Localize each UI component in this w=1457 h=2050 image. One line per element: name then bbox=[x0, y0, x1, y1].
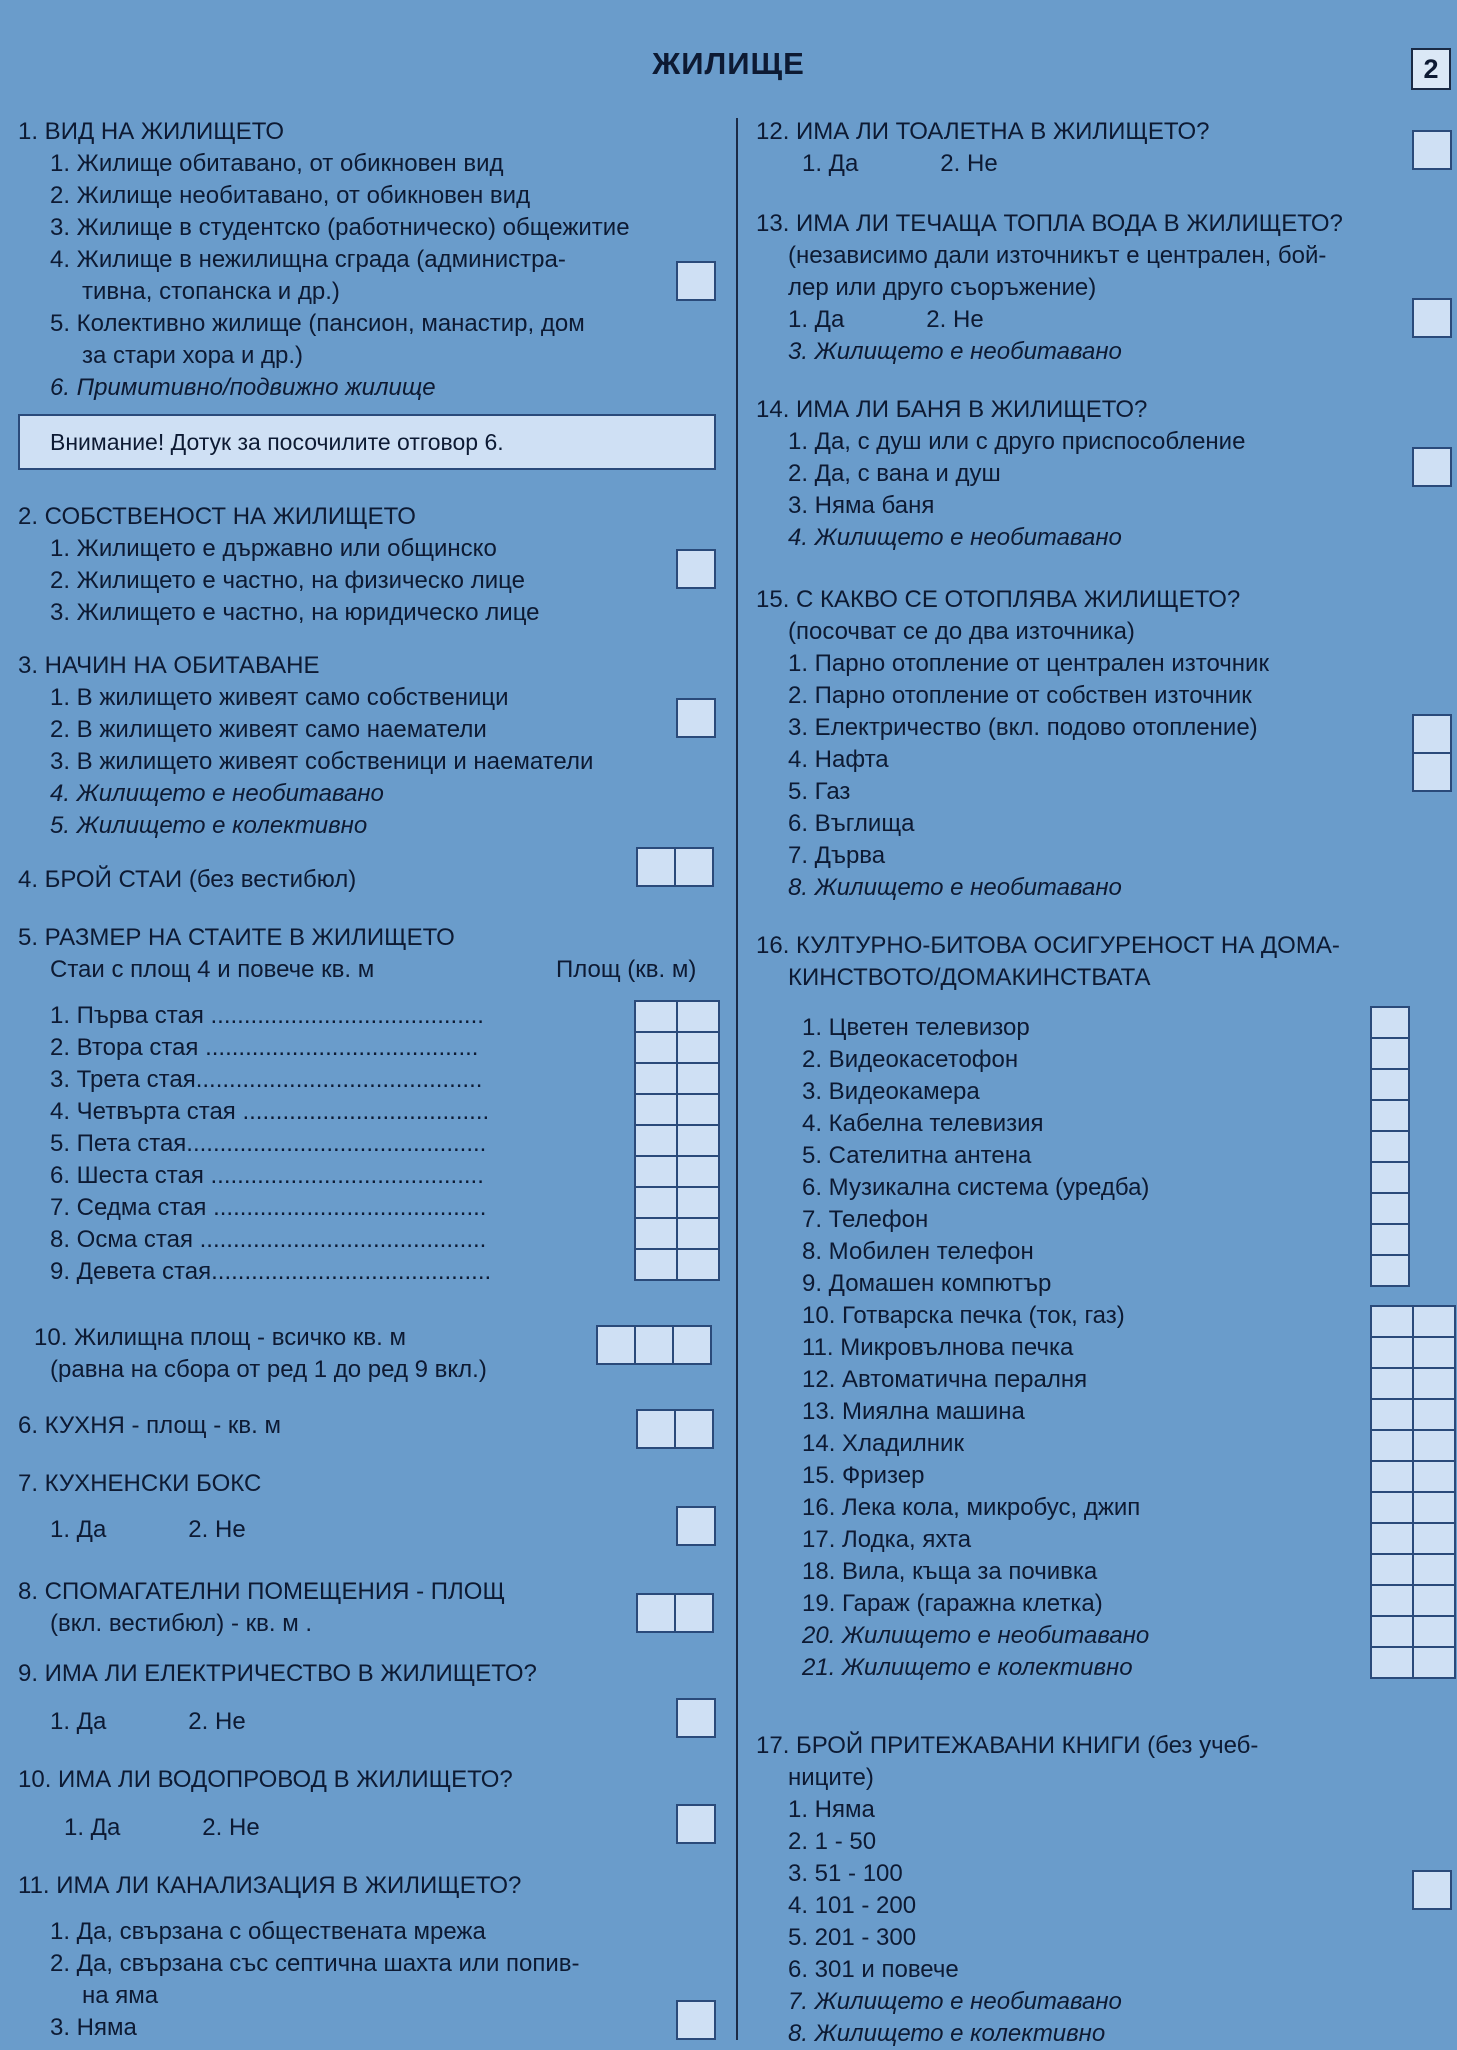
q3-answer-box[interactable] bbox=[676, 698, 716, 738]
q1-answer-box[interactable] bbox=[676, 261, 716, 301]
appliance-box[interactable] bbox=[1370, 1130, 1410, 1163]
q11-heading: 11. ИМА ЛИ КАНАЛИЗАЦИЯ В ЖИЛИЩЕТО? bbox=[18, 1872, 522, 1899]
notice-box: Внимание! Дотук за посочилите отговор 6. bbox=[18, 414, 716, 470]
q16-item: 18. Вила, къща за почивка bbox=[802, 1558, 1098, 1585]
q1-option-4-cont: тивна, стопанска и др.) bbox=[82, 278, 340, 305]
q7-heading: 7. КУХНЕНСКИ БОКС bbox=[18, 1470, 262, 1497]
q6-answer-boxes bbox=[636, 1409, 712, 1449]
question-5 bbox=[18, 922, 455, 986]
appliance-count-box[interactable] bbox=[1412, 1615, 1456, 1648]
q3-heading: 3. НАЧИН НА ОБИТАВАНЕ bbox=[18, 652, 320, 679]
appliance-count-box[interactable] bbox=[1370, 1522, 1414, 1555]
q2-heading: 2. СОБСТВЕНОСТ НА ЖИЛИЩЕТО bbox=[18, 503, 416, 530]
question-3 bbox=[18, 650, 593, 842]
q16-item: 8. Мобилен телефон bbox=[802, 1238, 1034, 1265]
room-area-box[interactable] bbox=[676, 1062, 720, 1095]
q5-total-note: (равна на сбора от ред 1 до ред 9 вкл.) bbox=[50, 1356, 487, 1383]
q3-option-3: 3. В жилището живеят собственици и наематели bbox=[50, 748, 594, 775]
q15-option-8: 8. Жилището е необитавано bbox=[788, 874, 1122, 901]
q1-option-5-cont: за стари хора и др.) bbox=[82, 342, 304, 369]
q16-item: 21. Жилището е колективно bbox=[802, 1654, 1133, 1681]
q7-options bbox=[50, 1514, 328, 1546]
heating-source-box[interactable] bbox=[1412, 714, 1452, 754]
q8-subtitle: (вкл. вестибюл) - кв. м . bbox=[50, 1610, 313, 1637]
q5-rooms-list bbox=[18, 1000, 491, 1288]
q12-option-yes: 1. Да bbox=[802, 150, 859, 177]
appliance-count-box[interactable] bbox=[1412, 1398, 1456, 1431]
q4-digit-box[interactable] bbox=[636, 847, 676, 887]
q16-item: 16. Лека кола, микробус, джип bbox=[802, 1494, 1141, 1521]
q16-item: 13. Миялна машина bbox=[802, 1398, 1025, 1425]
q16-item: 12. Автоматична пералня bbox=[802, 1366, 1088, 1393]
room-row: 4. Четвърта стая ..................................... bbox=[50, 1098, 490, 1125]
q16-item: 3. Видеокамера bbox=[802, 1078, 980, 1105]
room-area-box[interactable] bbox=[634, 1093, 678, 1126]
q4-digit-box[interactable] bbox=[674, 847, 714, 887]
q7-option-yes: 1. Да bbox=[50, 1516, 107, 1543]
appliance-count-box[interactable] bbox=[1370, 1367, 1414, 1400]
question-7 bbox=[18, 1468, 261, 1500]
q13-note-cont: лер или друго съоръжение) bbox=[788, 274, 1097, 301]
q13-option-no: 2. Не bbox=[926, 306, 984, 333]
question-8 bbox=[18, 1576, 505, 1640]
q17-option-4: 4. 101 - 200 bbox=[788, 1892, 917, 1919]
q10-options bbox=[64, 1812, 342, 1844]
question-14 bbox=[756, 394, 1245, 554]
question-4 bbox=[18, 864, 356, 896]
q12-option-no: 2. Не bbox=[940, 150, 998, 177]
q3-option-2: 2. В жилището живеят само наематели bbox=[50, 716, 487, 743]
q9-option-yes: 1. Да bbox=[50, 1708, 107, 1735]
room-area-box[interactable] bbox=[634, 1062, 678, 1095]
room-area-box[interactable] bbox=[676, 1155, 720, 1188]
q17-option-3: 3. 51 - 100 bbox=[788, 1860, 903, 1887]
appliance-count-box[interactable] bbox=[1370, 1553, 1414, 1586]
room-row: 6. Шеста стая ......................................... bbox=[50, 1162, 484, 1189]
q16-item: 19. Гараж (гаражна клетка) bbox=[802, 1590, 1103, 1617]
appliance-box[interactable] bbox=[1370, 1099, 1410, 1132]
q3-option-4: 4. Жилището е необитавано bbox=[50, 780, 384, 807]
q16-items bbox=[756, 1012, 1149, 1684]
q2-option-2: 2. Жилището е частно, на физическо лице bbox=[50, 567, 525, 594]
q14-answer-box[interactable] bbox=[1412, 447, 1452, 487]
q3-option-5: 5. Жилището е колективно bbox=[50, 812, 368, 839]
q16-item: 14. Хладилник bbox=[802, 1430, 964, 1457]
q13-option-3: 3. Жилището е необитавано bbox=[788, 338, 1122, 365]
q9-options bbox=[50, 1706, 328, 1738]
q15-option-2: 2. Парно отопление от собствен източник bbox=[788, 682, 1252, 709]
room-area-box[interactable] bbox=[634, 1031, 678, 1064]
q1-option-3: 3. Жилище в студентско (работническо) общежитие bbox=[50, 214, 630, 241]
q17-option-8: 8. Жилището е колективно bbox=[788, 2020, 1106, 2047]
room-area-box[interactable] bbox=[676, 1124, 720, 1157]
auxiliary-area-box[interactable] bbox=[636, 1593, 676, 1633]
q8-answer-boxes bbox=[636, 1593, 712, 1633]
appliance-count-box[interactable] bbox=[1370, 1398, 1414, 1431]
appliance-count-box[interactable] bbox=[1370, 1646, 1414, 1679]
q16-item: 20. Жилището е необитавано bbox=[802, 1622, 1150, 1649]
q11-option-1: 1. Да, свързана с обществената мрежа bbox=[50, 1918, 486, 1945]
q15-option-1: 1. Парно отопление от централен източник bbox=[788, 650, 1269, 677]
appliance-count-box[interactable] bbox=[1412, 1553, 1456, 1586]
appliance-count-box[interactable] bbox=[1412, 1460, 1456, 1493]
room-area-box[interactable] bbox=[676, 1093, 720, 1126]
question-6 bbox=[18, 1410, 281, 1442]
appliance-box[interactable] bbox=[1370, 1223, 1410, 1256]
appliance-box[interactable] bbox=[1370, 1006, 1410, 1039]
room-row: 1. Първа стая ......................................... bbox=[50, 1002, 484, 1029]
q16-item: 15. Фризер bbox=[802, 1462, 925, 1489]
q17-option-2: 2. 1 - 50 bbox=[788, 1828, 877, 1855]
q15-note: (посочват се до два източника) bbox=[788, 618, 1135, 645]
heating-source-box[interactable] bbox=[1412, 752, 1452, 792]
q4-heading: 4. БРОЙ СТАИ (без вестибюл) bbox=[18, 866, 357, 893]
q16-item: 2. Видеокасетофон bbox=[802, 1046, 1019, 1073]
q11-option-2: 2. Да, свързана със септична шахта или попив- bbox=[50, 1950, 580, 1977]
appliance-count-box[interactable] bbox=[1370, 1460, 1414, 1493]
q11-option-2-cont: на яма bbox=[82, 1982, 159, 2009]
appliance-count-box[interactable] bbox=[1412, 1429, 1456, 1462]
room-area-box[interactable] bbox=[676, 1217, 720, 1250]
room-area-box[interactable] bbox=[634, 1248, 678, 1281]
page-title: ЖИЛИЩЕ bbox=[652, 46, 805, 81]
question-13 bbox=[756, 208, 1343, 368]
room-area-box[interactable] bbox=[676, 1031, 720, 1064]
appliance-count-box[interactable] bbox=[1370, 1584, 1414, 1617]
kitchen-area-box[interactable] bbox=[636, 1409, 676, 1449]
q15-option-4: 4. Нафта bbox=[788, 746, 889, 773]
q13-answer-box[interactable] bbox=[1412, 298, 1452, 338]
q9-heading: 9. ИМА ЛИ ЕЛЕКТРИЧЕСТВО В ЖИЛИЩЕТО? bbox=[18, 1660, 537, 1687]
appliance-count-box[interactable] bbox=[1412, 1367, 1456, 1400]
q12-options bbox=[802, 148, 1080, 180]
q16-heading: 16. КУЛТУРНО-БИТОВА ОСИГУРЕНОСТ НА ДОМА- bbox=[756, 932, 1340, 959]
q1-option-5: 5. Колективно жилище (пансион, манастир, дом bbox=[50, 310, 585, 337]
q12-heading: 12. ИМА ЛИ ТОАЛЕТНА В ЖИЛИЩЕТО? bbox=[756, 118, 1210, 145]
q5-rooms-grid bbox=[634, 1000, 718, 1279]
room-area-box[interactable] bbox=[634, 1217, 678, 1250]
q7-answer-box[interactable] bbox=[676, 1506, 716, 1546]
appliance-count-box[interactable] bbox=[1370, 1336, 1414, 1369]
q5-total bbox=[34, 1322, 487, 1386]
q14-heading: 14. ИМА ЛИ БАНЯ В ЖИЛИЩЕТО? bbox=[756, 396, 1148, 423]
appliance-count-box[interactable] bbox=[1370, 1429, 1414, 1462]
q5-area-label: Площ (кв. м) bbox=[556, 956, 697, 983]
q11-options bbox=[18, 1916, 580, 2044]
q17-option-6: 6. 301 и повече bbox=[788, 1956, 959, 1983]
room-row: 8. Осма стая ........................................... bbox=[50, 1226, 487, 1253]
page-number: 2 bbox=[1411, 48, 1451, 90]
q2-option-3: 3. Жилището е частно, на юридическо лице bbox=[50, 599, 540, 626]
question-1 bbox=[18, 116, 630, 404]
room-area-box[interactable] bbox=[634, 1000, 678, 1033]
q14-option-2: 2. Да, с вана и душ bbox=[788, 460, 1001, 487]
question-9 bbox=[18, 1658, 537, 1690]
q15-heading: 15. С КАКВО СЕ ОТОПЛЯВА ЖИЛИЩЕТО? bbox=[756, 586, 1241, 613]
room-row: 2. Втора стая ......................................... bbox=[50, 1034, 479, 1061]
room-area-box[interactable] bbox=[634, 1186, 678, 1219]
q14-option-1: 1. Да, с душ или с друго приспособление bbox=[788, 428, 1246, 455]
q16-item: 17. Лодка, яхта bbox=[802, 1526, 972, 1553]
q11-option-3: 3. Няма bbox=[50, 2014, 137, 2041]
appliance-box[interactable] bbox=[1370, 1254, 1410, 1287]
q16-item: 9. Домашен компютър bbox=[802, 1270, 1052, 1297]
room-row: 5. Пета стая............................................. bbox=[50, 1130, 487, 1157]
q5-subtitle: Стаи с площ 4 и повече кв. м bbox=[50, 956, 375, 983]
appliance-box[interactable] bbox=[1370, 1161, 1410, 1194]
total-area-box[interactable] bbox=[596, 1325, 636, 1365]
appliance-count-box[interactable] bbox=[1412, 1646, 1456, 1679]
q4-answer-boxes bbox=[636, 847, 712, 887]
q7-option-no: 2. Не bbox=[188, 1516, 246, 1543]
q17-option-1: 1. Няма bbox=[788, 1796, 875, 1823]
q14-option-3: 3. Няма баня bbox=[788, 492, 935, 519]
q10-option-no: 2. Не bbox=[202, 1814, 260, 1841]
q12-answer-box[interactable] bbox=[1412, 130, 1452, 170]
total-area-box[interactable] bbox=[634, 1325, 674, 1365]
column-divider bbox=[736, 118, 738, 2040]
room-area-box[interactable] bbox=[676, 1000, 720, 1033]
room-area-box[interactable] bbox=[676, 1248, 720, 1281]
q16-double-boxes bbox=[1370, 1305, 1454, 1677]
question-10 bbox=[18, 1764, 513, 1796]
room-area-box[interactable] bbox=[634, 1155, 678, 1188]
q10-option-yes: 1. Да bbox=[64, 1814, 121, 1841]
q17-heading: 17. БРОЙ ПРИТЕЖАВАНИ КНИГИ (без учеб- bbox=[756, 1732, 1259, 1759]
question-11 bbox=[18, 1870, 521, 1902]
appliance-count-box[interactable] bbox=[1412, 1305, 1456, 1338]
appliance-count-box[interactable] bbox=[1412, 1336, 1456, 1369]
q13-option-yes: 1. Да bbox=[788, 306, 845, 333]
q3-option-1: 1. В жилището живеят само собственици bbox=[50, 684, 509, 711]
q1-option-6: 6. Примитивно/подвижно жилище bbox=[50, 374, 436, 401]
q13-heading: 13. ИМА ЛИ ТЕЧАЩА ТОПЛА ВОДА В ЖИЛИЩЕТО? bbox=[756, 210, 1343, 237]
q15-option-6: 6. Въглища bbox=[788, 810, 915, 837]
question-2 bbox=[18, 501, 540, 629]
question-17 bbox=[756, 1730, 1258, 2050]
question-12 bbox=[756, 116, 1210, 148]
kitchen-area-box[interactable] bbox=[674, 1409, 714, 1449]
appliance-count-box[interactable] bbox=[1412, 1522, 1456, 1555]
q15-option-5: 5. Газ bbox=[788, 778, 851, 805]
q2-option-1: 1. Жилището е държавно или общинско bbox=[50, 535, 497, 562]
appliance-count-box[interactable] bbox=[1370, 1305, 1414, 1338]
q16-item: 1. Цветен телевизор bbox=[802, 1014, 1030, 1041]
question-15 bbox=[756, 584, 1269, 904]
q17-answer-box[interactable] bbox=[1412, 1870, 1452, 1910]
q5-total-label: 10. Жилищна площ - всичко кв. м bbox=[34, 1324, 406, 1351]
appliance-box[interactable] bbox=[1370, 1192, 1410, 1225]
q17-option-7: 7. Жилището е необитавано bbox=[788, 1988, 1122, 2015]
q16-heading-cont: КИНСТВОТО/ДОМАКИНСТВАТА bbox=[788, 964, 1151, 991]
q14-option-4: 4. Жилището е необитавано bbox=[788, 524, 1122, 551]
q15-answer-boxes bbox=[1412, 714, 1452, 790]
q16-item: 7. Телефон bbox=[802, 1206, 929, 1233]
q16-item: 5. Сателитна антена bbox=[802, 1142, 1032, 1169]
appliance-count-box[interactable] bbox=[1370, 1491, 1414, 1524]
q9-answer-box[interactable] bbox=[676, 1698, 716, 1738]
q9-option-no: 2. Не bbox=[188, 1708, 246, 1735]
q8-heading: 8. СПОМАГАТЕЛНИ ПОМЕЩЕНИЯ - ПЛОЩ bbox=[18, 1578, 505, 1605]
q6-heading: 6. КУХНЯ - площ - кв. м bbox=[18, 1412, 281, 1439]
q16-item: 6. Музикална система (уредба) bbox=[802, 1174, 1150, 1201]
q17-option-5: 5. 201 - 300 bbox=[788, 1924, 917, 1951]
appliance-count-box[interactable] bbox=[1370, 1615, 1414, 1648]
room-row: 7. Седма стая ......................................... bbox=[50, 1194, 487, 1221]
q5-total-boxes bbox=[596, 1325, 710, 1365]
q11-answer-box[interactable] bbox=[676, 2000, 716, 2040]
q10-heading: 10. ИМА ЛИ ВОДОПРОВОД В ЖИЛИЩЕТО? bbox=[18, 1766, 513, 1793]
q2-answer-box[interactable] bbox=[676, 549, 716, 589]
auxiliary-area-box[interactable] bbox=[674, 1593, 714, 1633]
q13-options bbox=[756, 304, 1343, 336]
q10-answer-box[interactable] bbox=[676, 1804, 716, 1844]
q16-item: 11. Микровълнова печка bbox=[802, 1334, 1074, 1361]
room-area-box[interactable] bbox=[634, 1124, 678, 1157]
room-row: 3. Трета стая........................................... bbox=[50, 1066, 483, 1093]
room-row: 9. Девета стая.......................................... bbox=[50, 1258, 492, 1285]
appliance-count-box[interactable] bbox=[1412, 1491, 1456, 1524]
q17-heading-cont: ниците) bbox=[788, 1764, 874, 1791]
q1-heading: 1. ВИД НА ЖИЛИЩЕТО bbox=[18, 118, 285, 145]
q1-option-2: 2. Жилище необитавано, от обикновен вид bbox=[50, 182, 531, 209]
q13-note: (независимо дали източникът е централен, бой- bbox=[788, 242, 1327, 269]
room-area-box[interactable] bbox=[676, 1186, 720, 1219]
q16-item: 4. Кабелна телевизия bbox=[802, 1110, 1044, 1137]
q16-single-boxes bbox=[1370, 1006, 1410, 1285]
q16-item: 10. Готварска печка (ток, газ) bbox=[802, 1302, 1125, 1329]
total-area-box[interactable] bbox=[672, 1325, 712, 1365]
q1-option-4: 4. Жилище в нежилищна сграда (администра- bbox=[50, 246, 566, 273]
q1-option-1: 1. Жилище обитавано, от обикновен вид bbox=[50, 150, 504, 177]
question-16 bbox=[756, 930, 1340, 994]
q15-option-7: 7. Дърва bbox=[788, 842, 886, 869]
q15-option-3: 3. Електричество (вкл. подово отопление) bbox=[788, 714, 1258, 741]
appliance-count-box[interactable] bbox=[1412, 1584, 1456, 1617]
appliance-box[interactable] bbox=[1370, 1037, 1410, 1070]
q5-heading: 5. РАЗМЕР НА СТАИТЕ В ЖИЛИЩЕТО bbox=[18, 924, 455, 951]
appliance-box[interactable] bbox=[1370, 1068, 1410, 1101]
